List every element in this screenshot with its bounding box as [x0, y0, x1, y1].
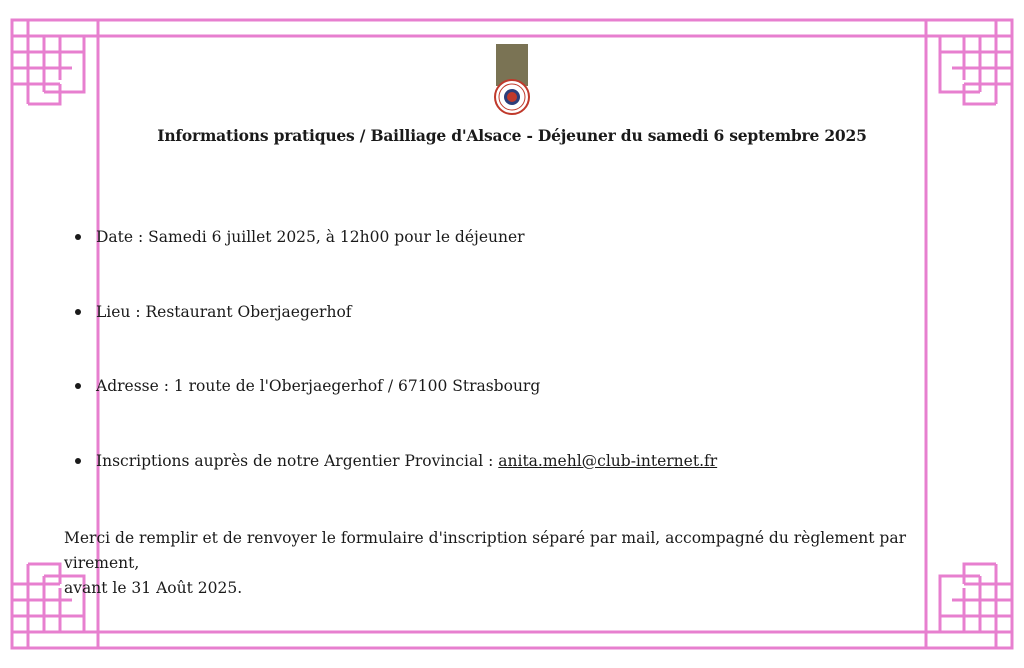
list-item-date — [74, 226, 954, 301]
list-item-location — [74, 301, 954, 376]
page-title: Informations pratiques / Bailliage d'Alsace - Déjeuner du samedi 6 septembre 2025 — [157, 126, 867, 145]
registration-text: Inscriptions auprès de notre Argentier Provincial : — [96, 451, 499, 470]
footer-line-2: avant le 31 Août 2025. — [64, 579, 243, 597]
info-list — [74, 226, 954, 524]
footer-note — [64, 526, 984, 601]
list-item-address — [74, 375, 954, 450]
bullet-icon — [75, 383, 81, 389]
date-text: Date : Samedi 6 juillet 2025, à 12h00 pour le déjeuner — [96, 228, 525, 246]
bullet-icon — [75, 234, 81, 240]
footer-line-1: Merci de remplir et de renvoyer le formulaire d'inscription séparé par mail, accompagné du règlement par virement, — [64, 529, 906, 572]
location-text: Lieu : Restaurant Oberjaegerhof — [96, 302, 352, 321]
email-link[interactable]: anita.mehl@club-internet.fr — [498, 451, 718, 470]
list-item-registration — [74, 450, 954, 525]
bullet-icon — [75, 458, 81, 464]
address-text: Adresse : 1 route de l'Oberjaegerhof / 67100 Strasbourg — [96, 377, 541, 395]
bullet-icon — [75, 309, 81, 315]
chaine-des-rotisseurs-medal-icon — [494, 44, 530, 118]
